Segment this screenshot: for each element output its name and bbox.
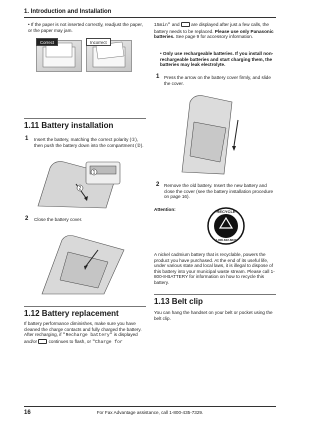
header-rule — [24, 17, 276, 18]
incorrect-label: Incorrect — [86, 38, 111, 46]
battery-replacement-text: If battery performance diminishes, make sure you have cleaned the charge contacts and fully charged the battery. After recharging, if "Recharge battery" is displayed and/or continues to flash, or "Charge for — [24, 321, 142, 345]
battery-install-illustration — [36, 158, 136, 210]
svg-text:2: 2 — [78, 185, 82, 191]
section-rule — [24, 118, 146, 119]
step-number: 1 — [25, 136, 29, 142]
step-number: 1 — [156, 74, 160, 80]
battery-icon — [38, 339, 47, 344]
step-text: Close the battery cover. — [34, 217, 83, 222]
battery-replacement-text-cont: 15min" and are displayed after just a few calls, the battery needs to be replaced. Please use only Panasonic batteries. See page 9 for accessory information. — [154, 22, 274, 40]
step-number: 2 — [25, 216, 29, 222]
step-text: Press the arrow on the battery cover firmly, and slide the cover. — [164, 75, 271, 86]
attention-label: Attention: — [154, 207, 176, 212]
section-title-battery-installation: 1.11 Battery installation — [24, 121, 114, 130]
rbrc-recycle-seal: RECYCLE 1.800.822.8837 — [206, 206, 246, 246]
page-number: 16 — [24, 410, 31, 416]
recycle-text: A nickel cadmium battery that is recyclable, powers the product you have purchased. At the end of its useful life, under various state and local laws, it is illegal to dispose of this battery into your municipal waste stream. Please call 1-800-8-BATTERY for information on how to recycle this battery. — [154, 252, 275, 285]
footer-rule — [24, 406, 276, 407]
belt-clip-text: You can hang the handset on your belt or pocket using the belt clip. — [154, 310, 273, 321]
warning-bullet: • Only use rechargeable batteries. If you install non-rechargeable batteries and start charging them, the batteries may leak electrolyte. — [160, 51, 274, 68]
battery-cover-illustration — [38, 232, 138, 296]
battery-icon — [181, 22, 190, 27]
footer-assistance: For Fax Advantage assistance, call 1-800-435-7329. — [96, 410, 204, 415]
paper-bullet: • If the paper is not inserted correctly, readjust the paper, or the paper may jam. — [28, 22, 143, 33]
step-number: 2 — [156, 182, 160, 188]
section-title-belt-clip: 1.13 Belt clip — [154, 297, 203, 306]
chapter-header: 1. Introduction and Installation — [24, 9, 112, 15]
section-rule — [24, 306, 146, 307]
step-text: Insert the battery, matching the correct polarity (①), then push the battery down into the compartment (②). — [34, 137, 144, 148]
step-text: Remove the old battery. Insert the new battery and close the cover (see the battery installation procedure on page 16). — [164, 183, 274, 200]
section-rule — [154, 294, 276, 295]
battery-cover-slide-illustration — [172, 92, 262, 176]
section-title-battery-replacement: 1.12 Battery replacement — [24, 309, 119, 318]
svg-text:1: 1 — [92, 169, 96, 175]
correct-label: Correct — [36, 38, 58, 46]
